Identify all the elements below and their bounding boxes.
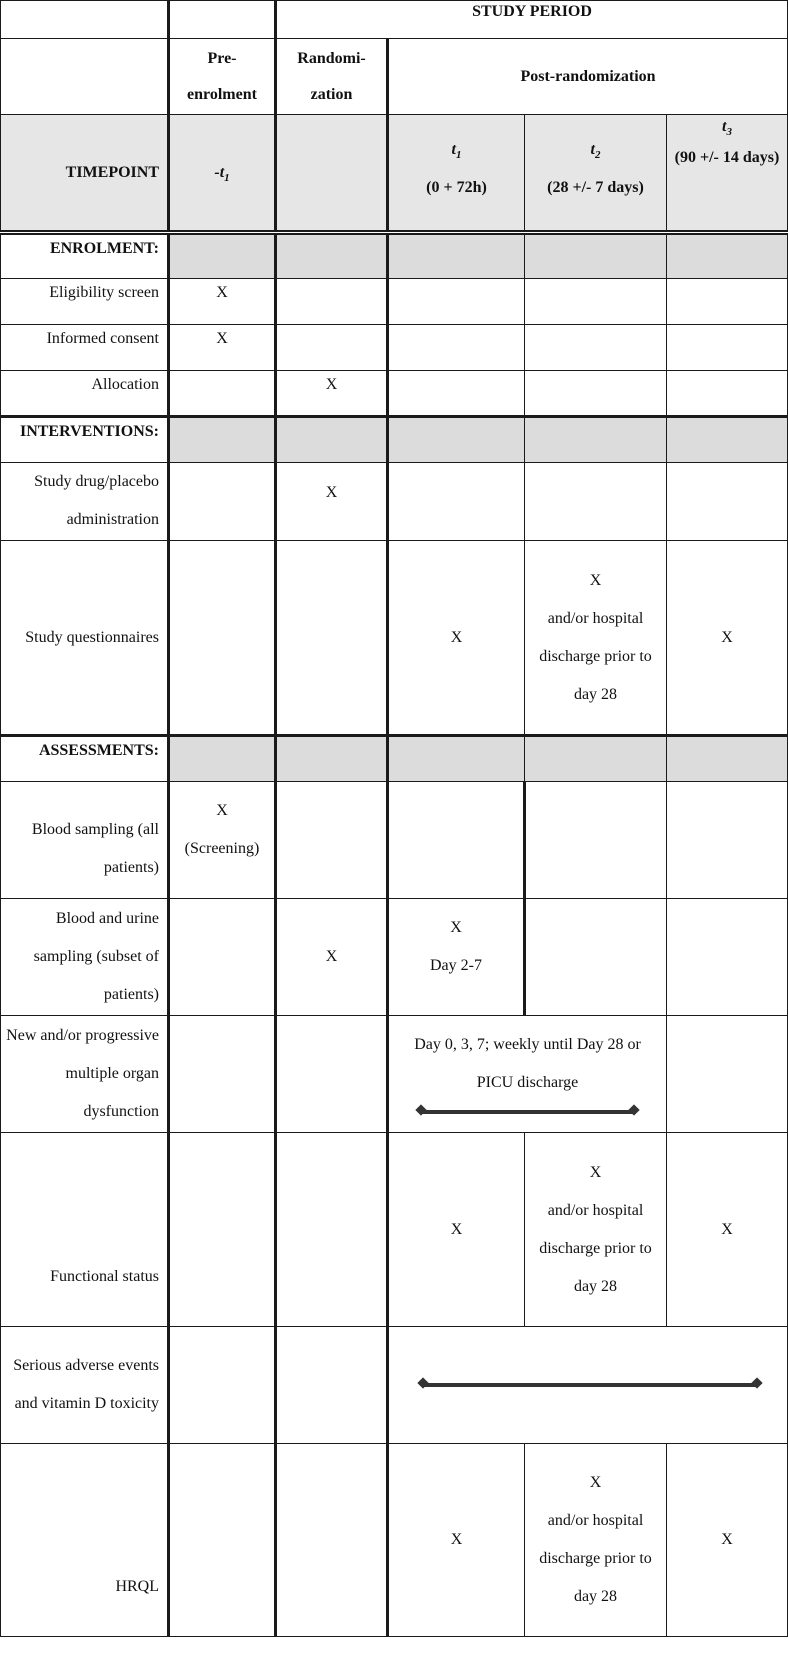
assessments-section-row: [1, 736, 788, 782]
organ-label: New and/or progressive multiple organ dysfunction: [1, 1016, 169, 1133]
assessments-gray-2: [276, 736, 388, 782]
questionnaires-t2: [525, 541, 667, 736]
eligibility-t3: [667, 279, 788, 325]
eligibility-pre-mark: X: [169, 279, 276, 325]
adverse-rand: [276, 1327, 388, 1444]
enrolment-gray-1: [169, 233, 276, 279]
hrql-t1-mark: X: [388, 1444, 525, 1637]
t2-range: (28 +/- 7 days): [547, 179, 644, 196]
interventions-gray-5: [667, 417, 788, 463]
blood-all-row: [1, 782, 788, 899]
blood-urine-t2: [525, 899, 667, 1016]
timepoint-pre: [169, 115, 276, 233]
empty-corner: [1, 1, 169, 39]
adverse-pre: [169, 1327, 276, 1444]
t1-range: (0 + 72h): [426, 179, 487, 196]
study-drug-row: [1, 463, 788, 541]
blood-urine-t1-note: Day 2-7: [430, 957, 482, 974]
adverse-row: [1, 1327, 788, 1444]
consent-label: Informed consent: [1, 325, 169, 371]
questionnaires-t1-mark: X: [388, 541, 525, 736]
header-row-1: [1, 1, 788, 39]
consent-pre-mark: X: [169, 325, 276, 371]
organ-span-note: Day 0, 3, 7; weekly until Day 28 or PICU discharge: [414, 1036, 641, 1091]
assessments-gray-1: [169, 736, 276, 782]
hrql-t2: [525, 1444, 667, 1637]
randomization-heading: Randomi- zation: [276, 39, 388, 115]
timepoint-label: TIMEPOINT: [1, 115, 169, 233]
functional-t1-mark: X: [388, 1133, 525, 1327]
functional-row: [1, 1133, 788, 1327]
timepoint-t2: [525, 115, 667, 233]
study-drug-rand-mark: X: [276, 463, 388, 541]
organ-pre: [169, 1016, 276, 1133]
enrolment-gray-4: [525, 233, 667, 279]
eligibility-t1: [388, 279, 525, 325]
t-minus1-sub: 1: [224, 171, 230, 184]
assessments-gray-5: [667, 736, 788, 782]
study-drug-pre: [169, 463, 276, 541]
assessments-gray-3: [388, 736, 525, 782]
organ-arrow-line: [421, 1110, 634, 1114]
t3-label: t: [722, 118, 727, 135]
allocation-rand-mark: X: [276, 371, 388, 417]
timepoint-t1: [388, 115, 525, 233]
interventions-section-row: [1, 417, 788, 463]
assessments-heading: ASSESSMENTS:: [1, 736, 169, 782]
t2-label: t: [590, 141, 595, 158]
functional-t2-note: and/or hospital discharge prior to day 28: [539, 1201, 652, 1295]
allocation-t3: [667, 371, 788, 417]
allocation-row: [1, 371, 788, 417]
organ-range-arrow: [409, 1102, 646, 1122]
interventions-gray-3: [388, 417, 525, 463]
study-drug-t2: [525, 463, 667, 541]
eligibility-rand: [276, 279, 388, 325]
blood-all-t3: [667, 782, 788, 899]
organ-rand: [276, 1016, 388, 1133]
blood-all-t2: [525, 782, 667, 899]
adverse-range-arrow: [423, 1375, 757, 1395]
blood-all-pre-note: (Screening): [184, 840, 260, 857]
blood-all-pre-mark: X: [216, 802, 228, 819]
timepoint-t3: [667, 115, 788, 233]
enrolment-section-row: [1, 233, 788, 279]
enrolment-heading: ENROLMENT:: [1, 233, 169, 279]
blood-all-pre: [169, 782, 276, 899]
assessments-gray-4: [525, 736, 667, 782]
study-period-heading: STUDY PERIOD: [276, 1, 788, 39]
questionnaires-label: Study questionnaires: [1, 541, 169, 736]
blood-urine-pre: [169, 899, 276, 1016]
questionnaires-rand: [276, 541, 388, 736]
t1-sub: 1: [455, 149, 462, 162]
interventions-gray-1: [169, 417, 276, 463]
functional-t2: [525, 1133, 667, 1327]
blood-all-t1: [388, 782, 525, 899]
hrql-t2-mark: X: [589, 1474, 602, 1491]
functional-rand: [276, 1133, 388, 1327]
adverse-label: Serious adverse events and vitamin D toxicity: [1, 1327, 169, 1444]
consent-rand: [276, 325, 388, 371]
t3-sub: 3: [726, 126, 732, 139]
pre-enrolment-heading: Pre- enrolment: [169, 39, 276, 115]
hrql-label: HRQL: [1, 1444, 169, 1637]
t2-sub: 2: [594, 149, 601, 162]
questionnaires-row: [1, 541, 788, 736]
blood-urine-t3: [667, 899, 788, 1016]
functional-label: Functional status: [1, 1133, 169, 1327]
interventions-gray-4: [525, 417, 667, 463]
questionnaires-pre: [169, 541, 276, 736]
allocation-label: Allocation: [1, 371, 169, 417]
questionnaires-t3-mark: X: [667, 541, 788, 736]
functional-t2-mark: X: [589, 1163, 602, 1181]
enrolment-gray-5: [667, 233, 788, 279]
hrql-t3-mark: X: [667, 1444, 788, 1637]
eligibility-label: Eligibility screen: [1, 279, 169, 325]
consent-t3: [667, 325, 788, 371]
enrolment-gray-2: [276, 233, 388, 279]
t-minus1-label: -t: [214, 163, 225, 181]
empty-header-cell: [169, 1, 276, 39]
interventions-gray-2: [276, 417, 388, 463]
functional-t3-mark: X: [667, 1133, 788, 1327]
hrql-pre: [169, 1444, 276, 1637]
adverse-span: [388, 1327, 788, 1444]
post-randomization-heading: Post-randomization: [388, 39, 788, 115]
questionnaires-t2-mark: X: [589, 571, 602, 589]
consent-row: [1, 325, 788, 371]
blood-all-label: Blood sampling (all patients): [1, 782, 169, 899]
allocation-t1: [388, 371, 525, 417]
timepoint-rand: [276, 115, 388, 233]
organ-span: [388, 1016, 667, 1133]
hrql-rand: [276, 1444, 388, 1637]
study-drug-label: Study drug/placebo administration: [1, 463, 169, 541]
study-drug-t1: [388, 463, 525, 541]
eligibility-t2: [525, 279, 667, 325]
questionnaires-t2-note: and/or hospital discharge prior to day 28: [539, 609, 652, 703]
blood-urine-row: [1, 899, 788, 1016]
study-drug-t3: [667, 463, 788, 541]
consent-t1: [388, 325, 525, 371]
blood-urine-rand-mark: X: [276, 899, 388, 1016]
eligibility-row: [1, 279, 788, 325]
blood-urine-label: Blood and urine sampling (subset of patients): [1, 899, 169, 1016]
header-row-2: [1, 39, 788, 115]
hrql-row: [1, 1444, 788, 1637]
allocation-pre: [169, 371, 276, 417]
blood-all-rand: [276, 782, 388, 899]
empty-corner-2: [1, 39, 169, 115]
functional-pre: [169, 1133, 276, 1327]
interventions-heading: INTERVENTIONS:: [1, 417, 169, 463]
timepoint-row: [1, 115, 788, 233]
blood-urine-t1: [388, 899, 525, 1016]
organ-t3: [667, 1016, 788, 1133]
t3-range: (90 +/- 14 days): [674, 149, 780, 166]
hrql-t2-note: and/or hospital discharge prior to day 28: [539, 1512, 652, 1605]
enrolment-gray-3: [388, 233, 525, 279]
consent-t2: [525, 325, 667, 371]
allocation-t2: [525, 371, 667, 417]
organ-row: [1, 1016, 788, 1133]
t1-label: t: [451, 141, 456, 158]
blood-urine-t1-mark: X: [450, 919, 462, 936]
adverse-arrow-line: [423, 1383, 757, 1387]
